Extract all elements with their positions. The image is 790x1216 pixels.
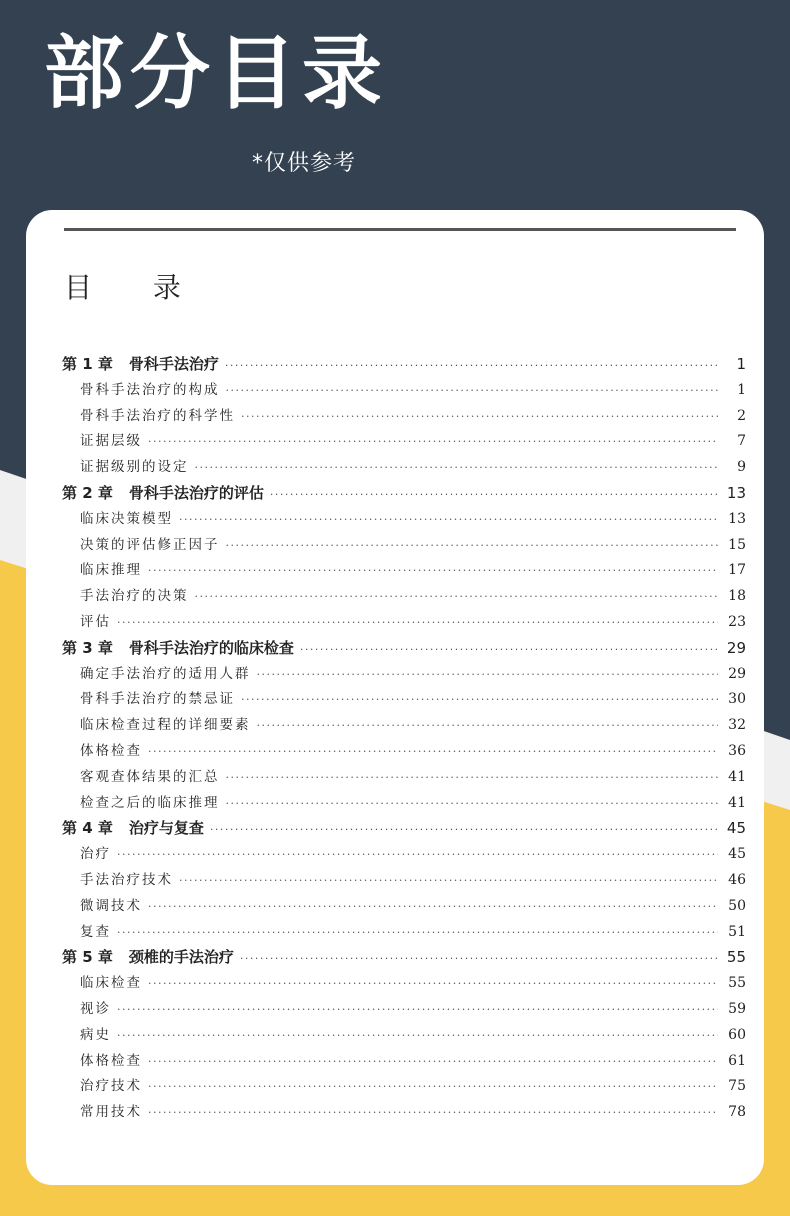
dot-leader [270, 482, 718, 508]
toc-entry-title: 微调技术 [80, 897, 142, 914]
toc-entry-title: 骨科手法治疗的科学性 [80, 407, 235, 424]
page-number: 45 [726, 819, 746, 838]
dot-leader [226, 765, 719, 791]
toc-entry-title: 病史 [80, 1026, 111, 1043]
dot-leader [148, 1049, 718, 1075]
toc-section-row [62, 997, 746, 1023]
page-number: 51 [728, 923, 746, 940]
toc-entry-title: 复查 [80, 923, 111, 940]
page-number: 55 [728, 975, 746, 992]
dot-leader [226, 791, 719, 817]
toc-section-row [62, 584, 746, 610]
page-number: 29 [726, 638, 746, 657]
page-number: 18 [728, 588, 746, 605]
page-subtitle: *仅供参考 [252, 151, 357, 176]
dot-leader [300, 637, 718, 663]
dot-leader [226, 378, 719, 404]
dot-leader [195, 584, 719, 610]
dot-leader [117, 1023, 718, 1049]
dot-leader [148, 1074, 718, 1100]
dot-leader [148, 739, 718, 765]
toc-list [62, 352, 746, 1126]
page-number: 29 [728, 665, 746, 682]
page-number: 75 [728, 1078, 746, 1095]
dot-leader [210, 817, 718, 843]
toc-entry-title: 手法治疗技术 [80, 871, 173, 888]
toc-entry-title: 视诊 [80, 1000, 111, 1017]
dot-leader [148, 558, 718, 584]
page-number: 59 [728, 1000, 746, 1017]
toc-section-row [62, 558, 746, 584]
divider [64, 228, 736, 231]
toc-entry-title: 客观查体结果的汇总 [80, 768, 220, 785]
toc-section-row [62, 739, 746, 765]
dot-leader [241, 687, 718, 713]
page-number: 60 [728, 1026, 746, 1043]
toc-section-row [62, 1023, 746, 1049]
toc-section-row [62, 610, 746, 636]
dot-leader [257, 662, 719, 688]
page-number: 7 [737, 433, 746, 450]
page-number: 41 [728, 768, 746, 785]
dot-leader [241, 404, 718, 430]
toc-entry-title: 确定手法治疗的适用人群 [80, 665, 251, 682]
dot-leader [117, 997, 718, 1023]
dot-leader [148, 1100, 718, 1126]
toc-heading: 目 录 [64, 271, 207, 304]
toc-section-row [62, 455, 746, 481]
page-number: 17 [728, 562, 746, 579]
toc-entry-title: 骨科手法治疗的构成 [80, 381, 220, 398]
toc-section-row [62, 1049, 746, 1075]
page-number: 55 [726, 948, 746, 967]
toc-section-row [62, 791, 746, 817]
toc-section-row [62, 507, 746, 533]
page-number: 46 [728, 871, 746, 888]
toc-chapter-row [62, 816, 746, 842]
toc-section-row [62, 662, 746, 688]
chapter-number: 第 1 章 [62, 355, 113, 373]
page-number: 41 [728, 794, 746, 811]
toc-entry-title: 临床检查 [80, 975, 142, 992]
toc-entry-title: 治疗技术 [80, 1078, 142, 1095]
toc-section-row [62, 1100, 746, 1126]
page-number: 1 [737, 381, 746, 398]
page-number: 32 [728, 717, 746, 734]
toc-section-row [62, 687, 746, 713]
toc-entry-title: 体格检查 [80, 1052, 142, 1069]
toc-entry-title: 手法治疗的决策 [80, 588, 189, 605]
toc-entry-title: 临床检查过程的详细要素 [80, 717, 251, 734]
toc-entry-title: 骨科手法治疗的禁忌证 [80, 691, 235, 708]
dot-leader [226, 533, 719, 559]
toc-entry-title: 颈椎的手法治疗 [128, 948, 234, 967]
toc-section-row [62, 765, 746, 791]
toc-entry-title: 骨科手法治疗的临床检查 [128, 638, 294, 657]
page-number: 1 [736, 355, 746, 373]
toc-chapter-row [62, 481, 746, 507]
page-number: 45 [728, 846, 746, 863]
toc-entry-title: 临床决策模型 [80, 510, 173, 527]
toc-section-row [62, 713, 746, 739]
toc-entry-title: 治疗 [80, 846, 111, 863]
toc-section-row [62, 533, 746, 559]
toc-chapter-row [62, 352, 746, 378]
dot-leader [179, 868, 718, 894]
page-number: 13 [728, 510, 746, 527]
dot-leader [148, 971, 718, 997]
toc-chapter-row [62, 945, 746, 971]
toc-entry-title: 治疗与复查 [128, 819, 204, 838]
toc-entry-title: 检查之后的临床推理 [80, 794, 220, 811]
toc-section-row [62, 429, 746, 455]
page-number: 23 [728, 613, 746, 630]
toc-entry-title: 决策的评估修正因子 [80, 536, 220, 553]
page-number: 78 [728, 1104, 746, 1121]
toc-entry-title: 骨科手法治疗 [128, 355, 219, 373]
dot-leader [240, 946, 718, 972]
toc-section-row [62, 868, 746, 894]
toc-entry-title: 评估 [80, 613, 111, 630]
toc-entry-title: 证据级别的设定 [80, 459, 189, 476]
chapter-number: 第 4 章 [62, 819, 113, 838]
toc-section-row [62, 842, 746, 868]
toc-section-row [62, 1074, 746, 1100]
dot-leader [117, 610, 718, 636]
dot-leader [148, 429, 718, 455]
page-number: 13 [726, 483, 746, 502]
page-number: 15 [728, 536, 746, 553]
toc-section-row [62, 920, 746, 946]
page-number: 2 [737, 407, 746, 424]
dot-leader [117, 842, 718, 868]
page-number: 61 [728, 1052, 746, 1069]
toc-entry-title: 体格检查 [80, 742, 142, 759]
dot-leader [179, 507, 718, 533]
page-number: 50 [728, 897, 746, 914]
toc-chapter-row [62, 636, 746, 662]
dot-leader [117, 920, 718, 946]
toc-entry-title: 证据层级 [80, 433, 142, 450]
chapter-number: 第 5 章 [62, 948, 113, 967]
chapter-number: 第 2 章 [62, 483, 113, 502]
toc-section-row [62, 971, 746, 997]
dot-leader [195, 455, 719, 481]
chapter-number: 第 3 章 [62, 638, 113, 657]
toc-entry-title: 临床推理 [80, 562, 142, 579]
page-number: 30 [728, 691, 746, 708]
dot-leader [225, 353, 718, 379]
page-number: 9 [737, 459, 746, 476]
toc-entry-title: 常用技术 [80, 1104, 142, 1121]
dot-leader [148, 894, 718, 920]
toc-section-row [62, 404, 746, 430]
toc-entry-title: 骨科手法治疗的评估 [128, 483, 264, 502]
toc-card [26, 210, 764, 1185]
dot-leader [257, 713, 719, 739]
page-title: 部分目录 [44, 27, 388, 120]
toc-section-row [62, 894, 746, 920]
toc-section-row [62, 378, 746, 404]
page-number: 36 [728, 742, 746, 759]
